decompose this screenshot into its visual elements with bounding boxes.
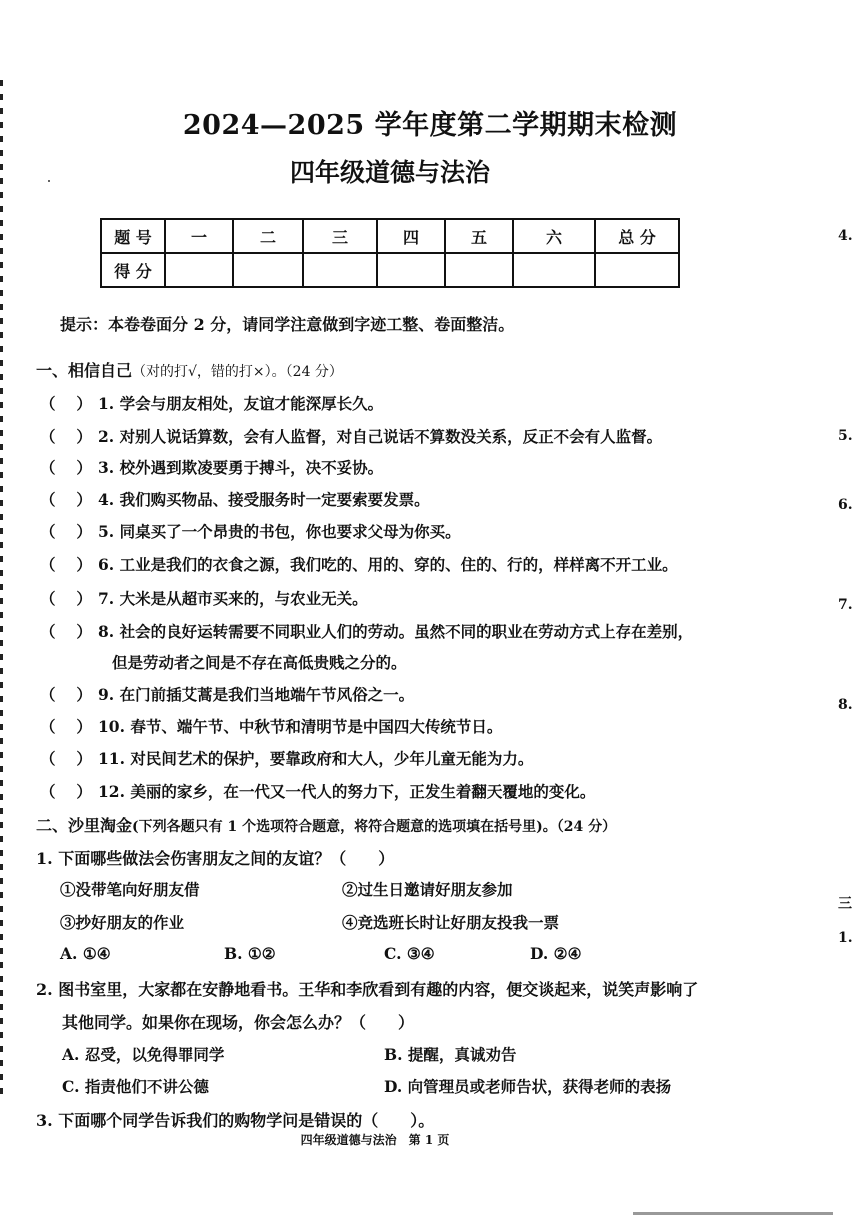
- q2-option[interactable]: B. 提醒，真诚劝告: [384, 1045, 517, 1064]
- question-2-stem-cont: 其他同学。如果你在现场，你会怎么办？（ ）: [62, 1013, 415, 1032]
- q1-choice: ①没带笔向好朋友借: [60, 880, 200, 899]
- answer-paren[interactable]: （ ）: [40, 522, 92, 541]
- adjacent-page-number: 三: [838, 896, 852, 912]
- score-blank[interactable]: [513, 253, 595, 287]
- score-cell: 三: [303, 219, 377, 253]
- scan-speck: [48, 180, 50, 182]
- score-blank[interactable]: [377, 253, 445, 287]
- tf-item-text: 2. 对别人说话算数，会有人监督，对自己说话不算数没关系，反正不会有人监督。: [98, 427, 663, 446]
- score-table-score-row: [101, 253, 679, 287]
- question-3-stem: 3. 下面哪个同学告诉我们的购物学问是错误的（ ）。: [36, 1111, 435, 1130]
- tf-item: [40, 392, 383, 414]
- tf-item-text: 4. 我们购买物品、接受服务时一定要索要发票。: [98, 490, 430, 509]
- section2-heading: [36, 813, 616, 836]
- q1-choice: ②过生日邀请好朋友参加: [342, 880, 513, 899]
- score-cell: 题 号: [101, 219, 165, 253]
- adjacent-page-number: 4.: [838, 228, 853, 244]
- tf-item-text: 3. 校外遇到欺凌要勇于搏斗，决不妥协。: [98, 458, 384, 477]
- tf-item: [40, 747, 533, 769]
- tf-item-text: 10. 春节、端午节、中秋节和清明节是中国四大传统节日。: [98, 717, 503, 736]
- section2-title: 二、沙里淘金: [36, 816, 133, 835]
- q1-choice: ③抄好朋友的作业: [60, 913, 185, 932]
- tf-item-text: 5. 同桌买了一个昂贵的书包，你也要求父母为你买。: [98, 522, 461, 541]
- question-1-stem: 1. 下面哪些做法会伤害朋友之间的友谊？（ ）: [36, 849, 395, 868]
- score-blank[interactable]: [303, 253, 377, 287]
- q1-option[interactable]: C. ③④: [384, 944, 435, 963]
- tf-item: [40, 553, 678, 575]
- tf-item: [40, 620, 693, 642]
- score-cell: 二: [233, 219, 303, 253]
- answer-paren[interactable]: （ ）: [40, 685, 92, 704]
- tf-item: [40, 456, 383, 478]
- answer-paren[interactable]: （ ）: [40, 555, 92, 574]
- q1-choice: ④竞选班长时让好朋友投我一票: [342, 913, 560, 932]
- answer-paren[interactable]: （ ）: [40, 394, 92, 413]
- score-blank[interactable]: [445, 253, 513, 287]
- tf-item: [40, 715, 502, 737]
- score-cell: 一: [165, 219, 233, 253]
- tf-item-text: 11. 对民间艺术的保护，要靠政府和大人，少年儿童无能为力。: [98, 749, 534, 768]
- score-cell: 五: [445, 219, 513, 253]
- score-label: 得 分: [101, 253, 165, 287]
- scan-edge-line: [633, 1212, 833, 1215]
- page-footer: 四年级道德与法治 第 1 页: [300, 1133, 450, 1147]
- score-blank[interactable]: [233, 253, 303, 287]
- tf-item: [40, 587, 368, 609]
- tf-item-text: 7. 大米是从超市买来的，与农业无关。: [98, 589, 368, 608]
- tf-item: [40, 488, 430, 510]
- q1-option[interactable]: A. ①④: [60, 944, 111, 963]
- answer-paren[interactable]: （ ）: [40, 427, 92, 446]
- q2-option[interactable]: C. 指责他们不讲公德: [62, 1077, 209, 1096]
- score-table: [100, 218, 680, 288]
- adjacent-page-number: 5.: [838, 428, 853, 444]
- tf-item: [40, 780, 595, 802]
- score-table-header-row: [101, 219, 679, 253]
- tf-item-continuation: 但是劳动者之间是不存在高低贵贱之分的。: [112, 653, 407, 672]
- answer-paren[interactable]: （ ）: [40, 490, 92, 509]
- section1-note: （对的打√，错的打×）。（24 分）: [132, 364, 343, 380]
- answer-paren[interactable]: （ ）: [40, 589, 92, 608]
- tf-item-text: 12. 美丽的家乡，在一代又一代人的努力下，正发生着翻天覆地的变化。: [98, 782, 596, 801]
- tf-item: [40, 520, 461, 542]
- tf-item: [40, 683, 414, 705]
- exam-title: 2024—2025 学年度第二学期期末检测: [182, 110, 678, 141]
- exam-subtitle: 四年级道德与法治: [289, 158, 490, 187]
- question-2-stem: 2. 图书室里，大家都在安静地看书。王华和李欣看到有趣的内容，便交谈起来，说笑声影响了: [36, 980, 699, 999]
- section2-note: (下列各题只有 1 个选项符合题意，将符合题意的选项填在括号里)。（24 分）: [132, 819, 617, 835]
- q2-option[interactable]: A. 忍受，以免得罪同学: [62, 1045, 225, 1064]
- q1-option[interactable]: B. ①②: [224, 944, 276, 963]
- score-cell: 四: [377, 219, 445, 253]
- tf-item-text: 6. 工业是我们的衣食之源，我们吃的、用的、穿的、住的、行的，样样离不开工业。: [98, 555, 678, 574]
- answer-paren[interactable]: （ ）: [40, 782, 92, 801]
- answer-paren[interactable]: （ ）: [40, 717, 92, 736]
- adjacent-page-number: 8.: [838, 697, 853, 713]
- tf-item-text: 1. 学会与朋友相处，友谊才能深厚长久。: [98, 394, 384, 413]
- q1-option[interactable]: D. ②④: [530, 944, 582, 963]
- answer-paren[interactable]: （ ）: [40, 458, 92, 477]
- binding-dashed-line: [0, 80, 3, 1100]
- tf-item-text: 9. 在门前插艾蒿是我们当地端午节风俗之一。: [98, 685, 415, 704]
- q2-option[interactable]: D. 向管理员或老师告状，获得老师的表扬: [384, 1077, 672, 1096]
- answer-paren[interactable]: （ ）: [40, 749, 92, 768]
- notice-text: 提示：本卷卷面分 2 分，请同学注意做到字迹工整、卷面整洁。: [60, 315, 515, 334]
- tf-item-text: 8. 社会的良好运转需要不同职业人们的劳动。虽然不同的职业在劳动方式上存在差别，: [98, 622, 694, 641]
- section1-heading: [36, 358, 343, 381]
- adjacent-page-number: 7.: [838, 597, 853, 613]
- section1-title: 一、相信自己: [36, 361, 133, 380]
- tf-item: [40, 425, 662, 447]
- answer-paren[interactable]: （ ）: [40, 622, 92, 641]
- score-blank[interactable]: [165, 253, 233, 287]
- adjacent-page-number: 1.: [838, 930, 853, 946]
- score-cell: 六: [513, 219, 595, 253]
- adjacent-page-number: 6.: [838, 497, 853, 513]
- score-cell: 总 分: [595, 219, 679, 253]
- score-blank[interactable]: [595, 253, 679, 287]
